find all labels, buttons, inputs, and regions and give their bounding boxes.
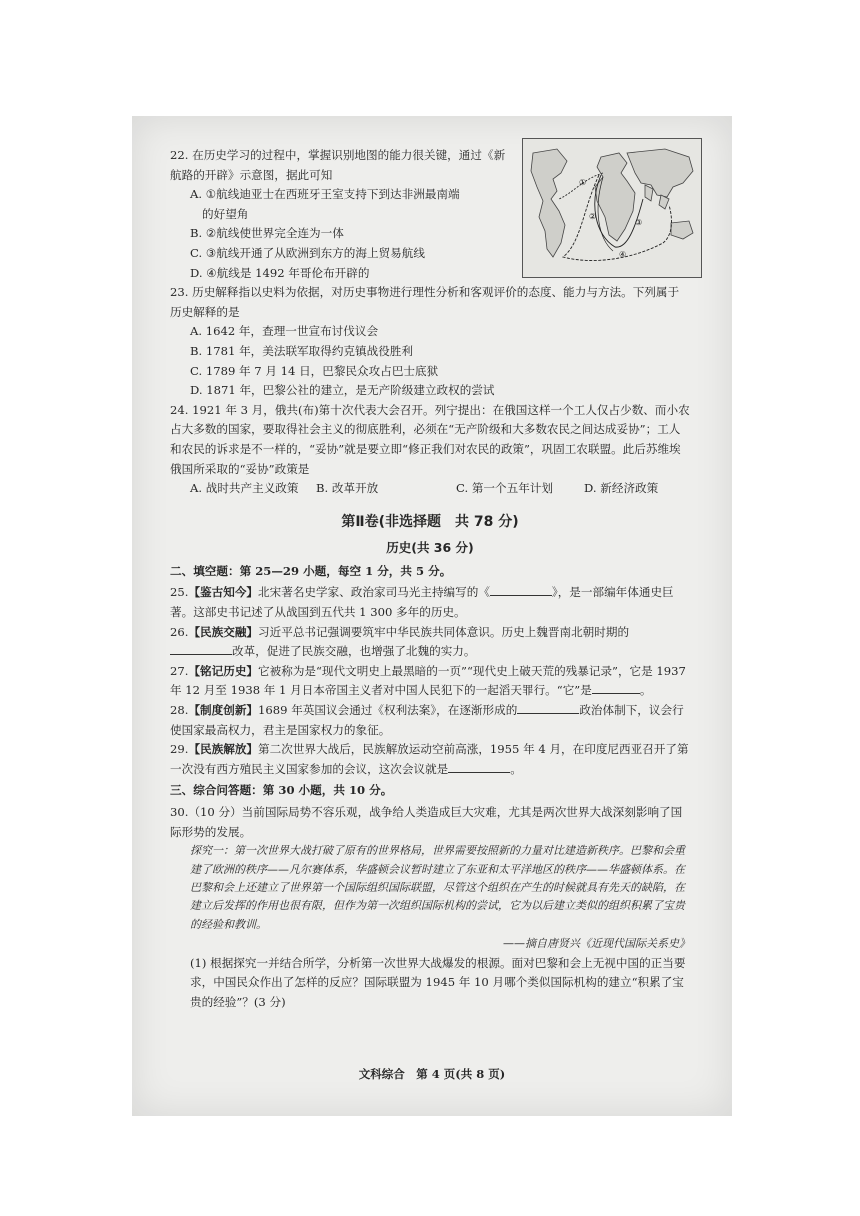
question-22-option-b: B. ②航线使世界完全连为一体 [190, 226, 344, 241]
question-22-option-a [170, 185, 510, 224]
question-25-text-post: 》，是一部编年体通史巨著。这部史书记述了从战国到五代共 1 300 多年的历史。 [170, 585, 674, 620]
question-27-num: 27. [170, 663, 189, 678]
question-25-text-pre: 北宋著名史学家、政治家司马光主持编写的《 [258, 585, 490, 600]
section-2-heading: 二、填空题：第 25—29 小题，每空 1 分，共 5 分。 [170, 563, 452, 578]
question-26-tag: 【民族交融】 [188, 624, 259, 639]
part-2-title: 第Ⅱ卷(非选择题 共 78 分) [341, 513, 519, 530]
history-title: 历史(共 36 分) [386, 540, 474, 556]
question-28-text-pre: 1689 年英国议会通过《权利法案》，在逐渐形成的 [258, 703, 518, 718]
question-23-stem: 23. 历史解释指以史料为依据，对历史事物进行理性分析和客观评价的态度、能力与方法。下列属于历史解释的是 [170, 285, 680, 319]
question-22 [170, 146, 510, 283]
question-23 [170, 283, 690, 401]
question-24-stem: 24. 1921 年 3 月，俄共(布)第十次代表大会召开。列宁提出：在俄国这样一个工人仅占少数、而小农占大多数的国家，要取得社会主义的彻底胜利，必须在“无产阶级和大多数农民之间达成妥协”；工人和农民的诉求是不一样的，“妥协”就是要立即“修正我们对农民的政策”，巩固工农联盟。此后苏维埃俄国所采取的“妥协”政策是 [170, 402, 690, 476]
question-25-blank[interactable] [490, 583, 552, 596]
section-3-heading: 三、综合问答题：第 30 小题，共 10 分。 [170, 783, 393, 798]
question-29-tag: 【民族解放】 [188, 742, 259, 757]
route-label-4: ④ [619, 250, 627, 259]
question-28 [170, 701, 690, 740]
question-29-blank[interactable] [448, 760, 510, 773]
question-25-tag: 【鉴古知今】 [188, 585, 259, 600]
question-26-text-pre: 习近平总书记强调要筑牢中华民族共同体意识。历史上魏晋南北朝时期的 [258, 624, 630, 639]
question-29-text-post: 。 [510, 761, 522, 776]
question-25-num: 25. [170, 585, 189, 600]
route-label-3: ③ [635, 218, 643, 227]
question-28-text-post: 政治体制下，议会行使国家最高权力，君主是国家权力的象征。 [170, 703, 684, 737]
question-30-source: ——摘自唐贤兴《近现代国际关系史》 [503, 937, 690, 951]
question-24-option-a: A. 战时共产主义政策 [190, 481, 299, 496]
question-24-option-c: C. 第一个五年计划 [456, 481, 553, 496]
page-content [170, 146, 690, 1013]
question-28-tag: 【制度创新】 [188, 703, 259, 718]
question-26-blank[interactable] [170, 642, 232, 655]
question-22-option-a-label: A. ①航线迪亚士在西班牙王室支持下到达非洲最南端 [190, 187, 460, 202]
exam-page [132, 116, 732, 1116]
question-27 [170, 662, 690, 701]
question-22-option-a-cont: 的好望角 [202, 206, 249, 221]
question-26-text-post: 改革，促进了民族交融，也增强了北魏的实力。 [232, 644, 476, 659]
question-29 [170, 740, 690, 779]
question-22-option-d: D. ④航线是 1492 年哥伦布开辟的 [190, 265, 370, 280]
question-22-stem: 22. 在历史学习的过程中，掌握识别地图的能力很关键，通过《新航路的开辟》示意图，据此可知 [170, 148, 506, 182]
question-30-stem: 30.（10 分）当前国际局势不容乐观，战争给人类造成巨大灾难，尤其是两次世界大战深刻影响了国际形势的发展。 [170, 805, 683, 839]
question-23-option-a: A. 1642 年，查理一世宣布讨伐议会 [190, 324, 379, 339]
question-24-option-b: B. 改革开放 [316, 481, 379, 496]
question-24 [170, 401, 690, 499]
route-label-1: ① [579, 178, 587, 187]
question-27-blank[interactable] [592, 681, 640, 694]
question-30-explore-1: 探究一：第一次世界大战打破了原有的世界格局，世界需要按照新的力量对比建造新秩序。巴黎和会重建了欧洲的秩序——凡尔赛体系，华盛顿会议暂时建立了东亚和太平洋地区的秩序——华盛顿体系。在巴黎和会上还建立了世界第一个国际组织国际联盟，尽管这个组织在产生的时候就具有先天的缺陷，在建立后发挥的作用也很有限，但作为第一次组织国际机构的尝试，它为以后建立类似的组织积累了宝贵的经验和教训。 [190, 844, 685, 931]
question-28-blank[interactable] [517, 701, 579, 714]
question-28-num: 28. [170, 703, 189, 718]
question-24-option-d: D. 新经济政策 [584, 481, 659, 496]
question-23-option-c: C. 1789 年 7 月 14 日，巴黎民众攻占巴士底狱 [190, 363, 439, 378]
question-24-options [170, 479, 690, 499]
question-26-num: 26. [170, 624, 189, 639]
question-23-option-b: B. 1781 年，美法联军取得约克镇战役胜利 [190, 343, 413, 358]
question-29-num: 29. [170, 742, 189, 757]
question-30 [170, 803, 690, 1013]
question-23-option-d: D. 1871 年，巴黎公社的建立，是无产阶级建立政权的尝试 [190, 383, 495, 398]
question-25 [170, 583, 690, 622]
question-29-text-pre: 第二次世界大战后，民族解放运动空前高涨，1955 年 4 月，在印度尼西亚召开了第一次没有西方殖民主义国家参加的会议，这次会议就是 [170, 742, 689, 776]
question-27-text-post: 。 [639, 683, 652, 698]
question-22-option-c: C. ③航线开通了从欧洲到东方的海上贸易航线 [190, 245, 425, 260]
route-label-2: ② [589, 212, 597, 221]
question-27-tag: 【铭记历史】 [188, 663, 259, 678]
question-26 [170, 623, 690, 662]
question-30-sub-1: (1) 根据探究一并结合所学，分析第一次世界大战爆发的根源。面对巴黎和会上无视中国的正当要求，中国民众作出了怎样的反应？国际联盟为 1945 年 10 月哪个类似国际机构的建立“积累了宝贵的经验”？(3 分) [190, 955, 686, 1009]
page-footer: 文科综合 第 4 页(共 8 页) [358, 1067, 506, 1081]
question-27-text-pre: 它被称为是“现代文明史上最黑暗的一页”“现代史上破天荒的残暴记录”，它是 1937 年 12 月至 1938 年 1 月日本帝国主义者对中国人民犯下的一起滔天罪行。“它”是 [170, 663, 686, 698]
